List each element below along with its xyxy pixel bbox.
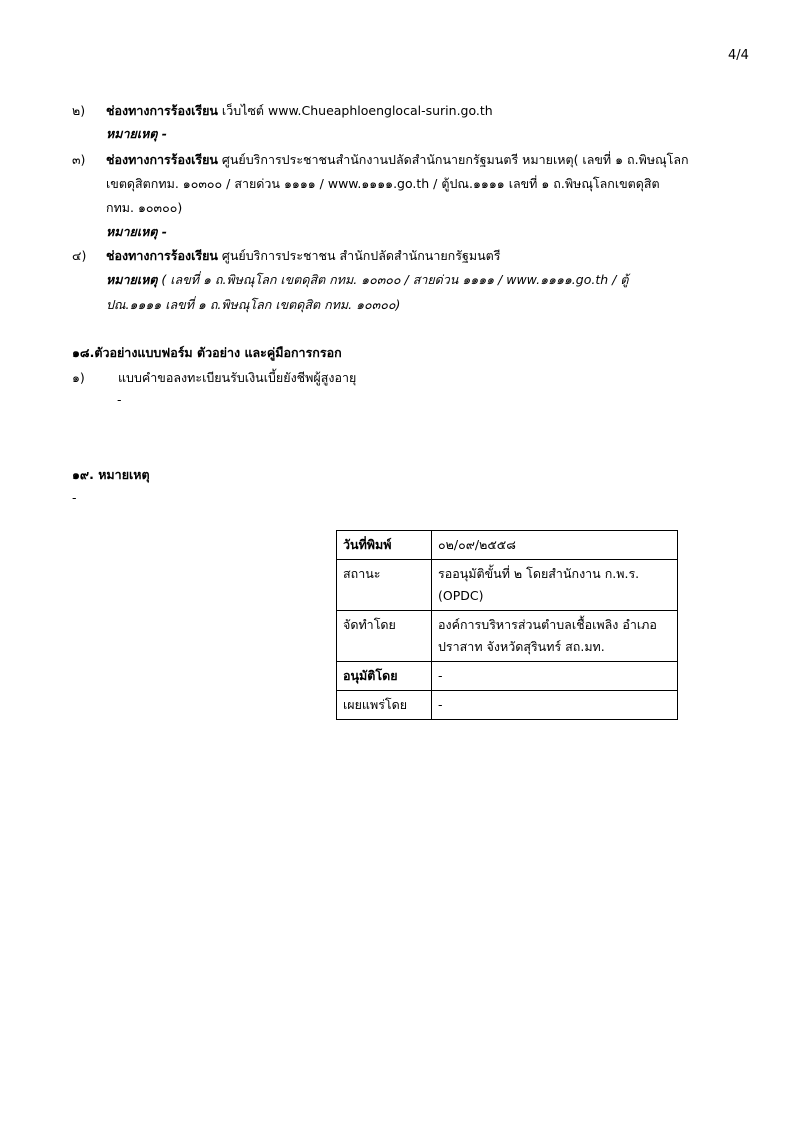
section-18-item-text: แบบคำขอลงทะเบียนรับเงินเบี้ยยังชีพผู้สูงอายุ xyxy=(118,370,357,385)
metadata-row-published-by xyxy=(337,691,678,720)
channel-2-text: เว็บไซต์ www.Chueaphloenglocal-surin.go.th xyxy=(217,103,493,118)
metadata-row-print-date xyxy=(337,531,678,560)
section-18-heading: ๑๘.ตัวอย่างแบบฟอร์ม ตัวอย่าง และคู่มือการกรอก xyxy=(72,345,342,360)
channel-4-note-text-1: ( เลขที่ ๑ ถ.พิษณุโลก เขตดุสิต กทม. ๑๐๓๐๐ / สายด่วน ๑๑๑๑ / www.๑๑๑๑.go.th / ตู้ xyxy=(157,272,629,287)
metadata-row-status xyxy=(337,560,678,611)
page-number: 4/4 xyxy=(728,48,749,63)
channel-3-note-text: - xyxy=(157,224,167,239)
channel-4-note-text-2: ปณ.๑๑๑๑ เลขที่ ๑ ถ.พิษณุโลก เขตดุสิต กทม. ๑๐๓๐๐) xyxy=(106,297,401,312)
metadata-value: ๐๒/๐๙/๒๕๕๘ xyxy=(432,531,678,560)
channel-3-text-2: เขตดุสิตกทม. ๑๐๓๐๐ / สายด่วน ๑๑๑๑ / www.๑๑๑๑.go.th / ตู้ปณ.๑๑๑๑ เลขที่ ๑ ถ.พิษณุโลกเขตดุสิต xyxy=(106,176,660,191)
metadata-value-line: รออนุมัติขั้นที่ ๒ โดยสำนักงาน ก.พ.ร. xyxy=(438,566,640,581)
channel-4-line-1 xyxy=(106,246,500,266)
metadata-value xyxy=(432,611,678,662)
metadata-value-line: องค์การบริหารส่วนตำบลเชื้อเพลิง อำเภอ xyxy=(438,617,657,632)
section-19-heading: ๑๙. หมายเหตุ xyxy=(72,467,150,482)
metadata-value: - xyxy=(432,691,678,720)
channel-4-note-label: หมายเหตุ xyxy=(106,272,158,287)
channel-3-number: ๓) xyxy=(72,152,86,167)
channel-3-line-1 xyxy=(106,150,689,170)
channel-3-note-label: หมายเหตุ xyxy=(106,224,158,239)
channel-3-label: ช่องทางการร้องเรียน xyxy=(106,152,218,167)
channel-2-note-text: - xyxy=(157,126,167,141)
channel-4-label: ช่องทางการร้องเรียน xyxy=(106,248,218,263)
channel-4-note-1 xyxy=(106,270,628,290)
section-18-item-number: ๑) xyxy=(72,370,85,385)
metadata-value-line: (OPDC) xyxy=(438,588,484,603)
channel-3-text-3: กทม. ๑๐๓๐๐) xyxy=(106,200,183,215)
metadata-key: อนุมัติโดย xyxy=(337,662,432,691)
metadata-key: สถานะ xyxy=(337,560,432,611)
channel-2-note-label: หมายเหตุ xyxy=(106,126,158,141)
metadata-row-approved-by xyxy=(337,662,678,691)
metadata-value-line: ปราสาท จังหวัดสุรินทร์ สถ.มท. xyxy=(438,639,605,654)
metadata-value: - xyxy=(432,662,678,691)
channel-2-number: ๒) xyxy=(72,103,86,118)
channel-3-text-1: ศูนย์บริการประชาชนสำนักงานปลัดสำนักนายกรัฐมนตรี หมายเหตุ( เลขที่ ๑ ถ.พิษณุโลก xyxy=(217,152,689,167)
channel-3-note xyxy=(106,222,167,242)
channel-2-note xyxy=(106,124,167,144)
metadata-table xyxy=(336,530,678,720)
metadata-key: จัดทำโดย xyxy=(337,611,432,662)
channel-4-text: ศูนย์บริการประชาชน สำนักปลัดสำนักนายกรัฐมนตรี xyxy=(217,248,501,263)
channel-2-label: ช่องทางการร้องเรียน xyxy=(106,103,218,118)
metadata-key: เผยแพร่โดย xyxy=(337,691,432,720)
channel-4-number: ๔) xyxy=(72,248,87,263)
metadata-row-prepared-by xyxy=(337,611,678,662)
metadata-value xyxy=(432,560,678,611)
channel-2-line-1 xyxy=(106,101,493,121)
section-19-text: - xyxy=(72,490,77,505)
section-18-item-sub: - xyxy=(117,392,122,407)
metadata-key: วันที่พิมพ์ xyxy=(337,531,432,560)
